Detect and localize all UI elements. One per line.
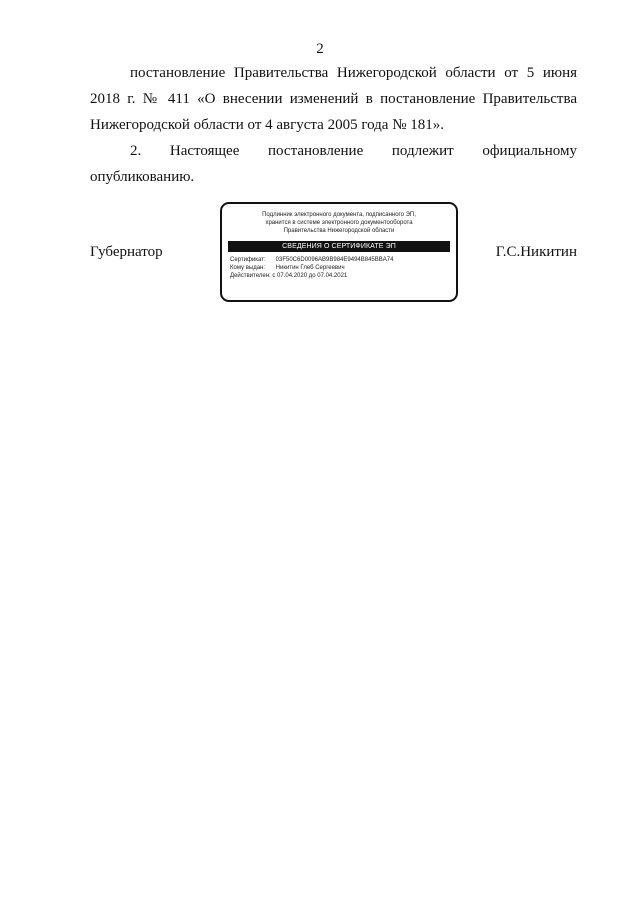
page-number: 2 (316, 41, 324, 57)
issued-value: Никитин Глеб Сергеевич (275, 265, 345, 271)
issued-row (230, 264, 448, 272)
validity-row (230, 272, 448, 280)
stamp-note-line: Правительства Нижегородской области (283, 228, 395, 234)
paragraph-line: постановление Правительства Нижегородской области от 5 июня (130, 65, 577, 81)
certificate-row (230, 256, 448, 264)
paragraph-line: опубликованию. (90, 169, 195, 185)
electronic-signature-stamp (220, 202, 458, 302)
paragraph-amendment-reference (90, 60, 577, 138)
issued-label: Кому выдан: (230, 265, 266, 271)
paragraph-line: 2. Настоящее постановление подлежит официальному (130, 143, 577, 159)
stamp-header: СВЕДЕНИЯ О СЕРТИФИКАТЕ ЭП (228, 241, 450, 252)
stamp-note-line: Подлинник электронного документа, подписанного ЭП, (262, 212, 416, 218)
stamp-details (230, 256, 448, 280)
validity-label: Действителен: (230, 273, 271, 279)
certificate-value: 03F50C6D0096AB9B984E9494B845BBA74 (275, 257, 394, 263)
stamp-note (222, 211, 456, 235)
paragraph-line: Нижегородской области от 4 августа 2005 года № 181». (90, 117, 445, 133)
signer-title: Губернатор (90, 244, 163, 260)
signer-name: Г.С.Никитин (495, 244, 577, 260)
paragraph-publication-clause (90, 138, 577, 190)
certificate-label: Сертификат: (230, 257, 266, 263)
validity-value: с 07.04.2020 до 07.04.2021 (272, 273, 348, 279)
paragraph-line: 2018 г. № 411 «О внесении изменений в постановление Правительства (90, 91, 577, 107)
stamp-note-line: хранится в системе электронного документооборота (265, 220, 413, 226)
